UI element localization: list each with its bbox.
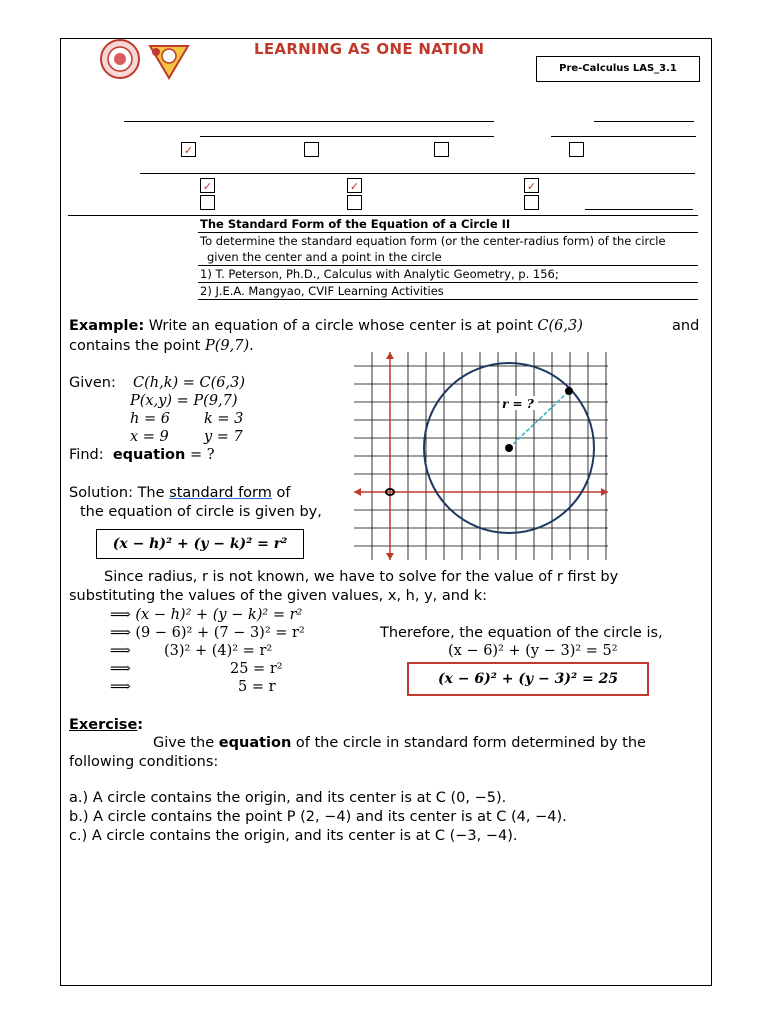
step-1: ⟹ (x − h)² + (y − k)² = r² xyxy=(110,607,303,623)
blank-line xyxy=(585,209,693,210)
objective-line1: To determine the standard equation form (or the center-radius form) of the circle xyxy=(200,234,666,248)
checkbox-6[interactable] xyxy=(200,195,215,210)
divider-line xyxy=(140,173,695,174)
circle-graph xyxy=(352,348,610,562)
exercise-item-b: b.) A circle contains the point P (2, −4) and its center is at C (4, −4). xyxy=(69,809,567,825)
example-and: and xyxy=(672,318,700,334)
reference-2: 2) J.E.A. Mangyao, CVIF Learning Activities xyxy=(200,284,444,298)
school-logos xyxy=(98,38,194,80)
x-axis-arrow-left xyxy=(354,488,361,496)
exercise-intro: Give the equation of the circle in standard form determined by the xyxy=(153,735,646,751)
given-y: y = 7 xyxy=(204,429,243,445)
checkbox-9[interactable]: ✓ xyxy=(524,178,539,193)
final-answer-box: (x − 6)² + (y − 3)² = 25 xyxy=(407,662,649,696)
radius-label: r = ? xyxy=(502,397,534,411)
x-axis-arrow-right xyxy=(601,488,608,496)
given-center: C(h,k) = C(6,3) xyxy=(133,375,245,391)
result-equation: (x − 6)² + (y − 3)² = 5² xyxy=(448,643,618,659)
info-line xyxy=(198,299,698,300)
reference-1: 1) T. Peterson, Ph.D., Calculus with Analytic Geometry, p. 156; xyxy=(200,267,559,281)
example-line1: Example: Write an equation of a circle whose center is at point C(6,3) xyxy=(69,318,583,334)
page-title: LEARNING AS ONE NATION xyxy=(254,40,485,58)
checkbox-5[interactable]: ✓ xyxy=(200,178,215,193)
lesson-title: The Standard Form of the Equation of a Circle II xyxy=(200,217,511,231)
exercise-heading: Exercise: xyxy=(69,717,144,733)
center-point xyxy=(505,444,513,452)
solution-line1: Solution: The standard form of xyxy=(69,485,291,501)
info-line xyxy=(198,232,698,233)
checkbox-10[interactable] xyxy=(524,195,539,210)
step-5-arrow: ⟹ xyxy=(110,679,131,695)
checkbox-7[interactable]: ✓ xyxy=(347,178,362,193)
standard-form-formula: (x − h)² + (y − k)² = r² xyxy=(96,529,304,559)
step-3: (3)² + (4)² = r² xyxy=(164,643,273,659)
exercise-intro-2: following conditions: xyxy=(69,754,219,770)
given-k: k = 3 xyxy=(204,411,244,427)
given-x: x = 9 xyxy=(130,429,169,445)
checkbox-8[interactable] xyxy=(347,195,362,210)
given-point: P(x,y) = P(9,7) xyxy=(130,393,238,409)
section-line xyxy=(200,136,494,137)
y-axis-arrow-down xyxy=(386,553,394,560)
checkbox-4[interactable] xyxy=(569,142,584,157)
date-line xyxy=(594,121,694,122)
las-code-box: Pre-Calculus LAS_3.1 xyxy=(536,56,700,82)
step-5: 5 = r xyxy=(238,679,276,695)
objective-line2: given the center and a point in the circle xyxy=(207,250,442,264)
checkbox-2[interactable] xyxy=(304,142,319,157)
checkbox-1[interactable]: ✓ xyxy=(181,142,196,157)
y-axis-arrow-up xyxy=(386,352,394,359)
find-line: Find: equation = ? xyxy=(69,447,215,463)
given-label: Given: xyxy=(69,375,116,391)
info-line xyxy=(198,282,698,283)
steps-intro2: substituting the values of the given values, x, h, y, and k: xyxy=(69,588,488,604)
solution-line2: the equation of circle is given by, xyxy=(80,504,322,520)
info-line xyxy=(198,265,698,266)
step-4-arrow: ⟹ xyxy=(110,661,131,677)
exercise-item-a: a.) A circle contains the origin, and its center is at C (0, −5). xyxy=(69,790,507,806)
checkbox-3[interactable] xyxy=(434,142,449,157)
info-top-line xyxy=(68,215,698,216)
score-line xyxy=(551,136,696,137)
step-4: 25 = r² xyxy=(230,661,283,677)
exercise-item-c: c.) A circle contains the origin, and its center is at C (−3, −4). xyxy=(69,828,518,844)
step-3-arrow: ⟹ xyxy=(110,643,131,659)
steps-intro1: Since radius, r is not known, we have to solve for the value of r first by xyxy=(104,569,619,585)
circle-point xyxy=(565,387,573,395)
example-line2: contains the point P(9,7). xyxy=(69,338,254,354)
therefore-text: Therefore, the equation of the circle is, xyxy=(380,625,663,641)
name-line xyxy=(124,121,494,122)
step-2: ⟹ (9 − 6)² + (7 − 3)² = r² xyxy=(110,625,305,641)
given-h: h = 6 xyxy=(130,411,170,427)
